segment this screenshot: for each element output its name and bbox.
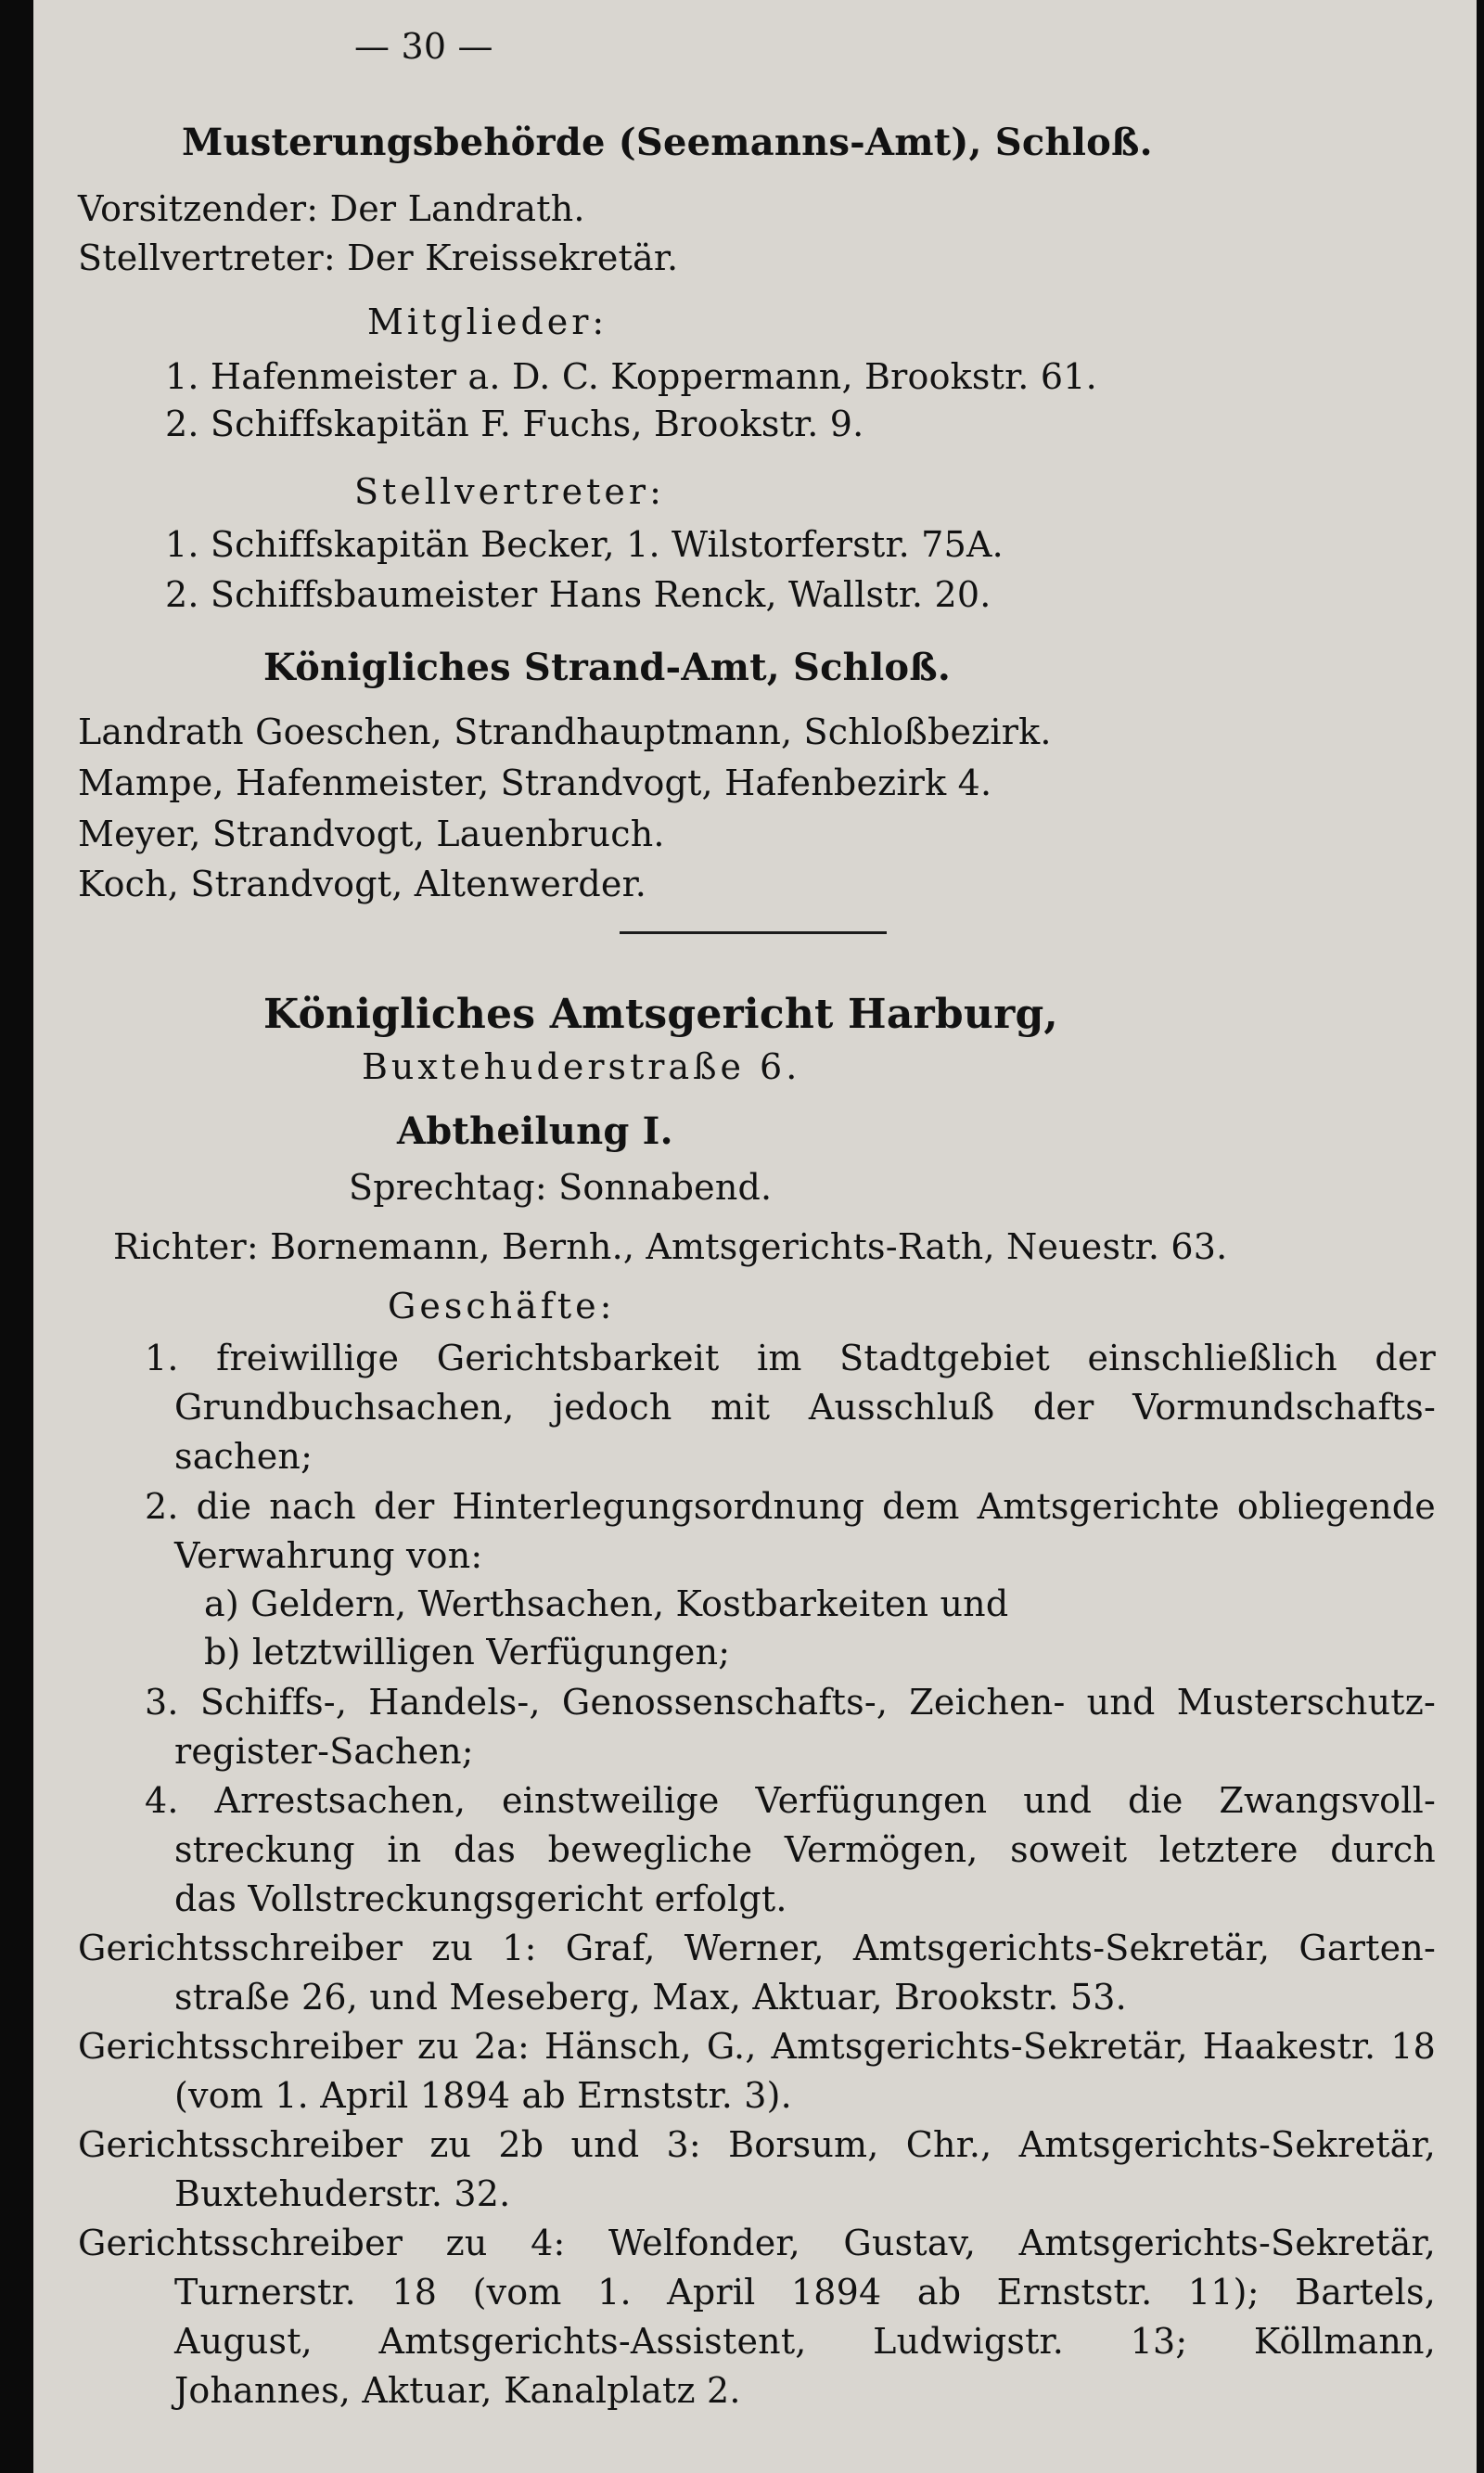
geschaefte-line-2: Grundbuchsachen, jedoch mit Ausschluß der Vormundschafts- bbox=[174, 1387, 1436, 1428]
geschaefte-line-5: Verwahrung von: bbox=[174, 1535, 483, 1576]
geschaefte-line-12: das Vollstreckungsgericht erfolgt. bbox=[174, 1878, 787, 1919]
amtsgericht-address: Buxtehuderstraße 6. bbox=[362, 1046, 801, 1087]
schreiber-line-10: Johannes, Aktuar, Kanalplatz 2. bbox=[174, 2370, 741, 2411]
geschaefte-line-3: sachen; bbox=[174, 1436, 313, 1477]
stellvertreter-2: 2. Schiffsbaumeister Hans Renck, Wallstr. 20. bbox=[165, 574, 991, 615]
geschaefte-heading: Geschäfte: bbox=[388, 1286, 616, 1326]
geschaefte-line-6: a) Geldern, Werthsachen, Kostbarkeiten und bbox=[204, 1583, 1009, 1624]
strand-line-3: Meyer, Strandvogt, Lauenbruch. bbox=[78, 814, 665, 854]
schreiber-line-2: straße 26, und Meseberg, Max, Aktuar, Brookstr. 53. bbox=[174, 1977, 1127, 2018]
section-heading-amtsgericht: Königliches Amtsgericht Harburg, bbox=[263, 991, 1058, 1038]
geschaefte-line-4: 2. die nach der Hinterlegungsordnung dem Amtsgerichte obliegende bbox=[145, 1486, 1436, 1527]
strand-line-2: Mampe, Hafenmeister, Strandvogt, Hafenbezirk 4. bbox=[78, 762, 992, 803]
geschaefte-line-11: streckung in das bewegliche Vermögen, soweit letztere durch bbox=[174, 1829, 1436, 1870]
section-divider bbox=[620, 931, 887, 934]
schreiber-line-1: Gerichtsschreiber zu 1: Graf, Werner, Amtsgerichts-Sekretär, Garten- bbox=[78, 1928, 1436, 1968]
abteilung-heading: Abtheilung I. bbox=[397, 1109, 673, 1153]
stellvertreter-1: 1. Schiffskapitän Becker, 1. Wilstorferstr. 75A. bbox=[165, 524, 1004, 565]
mitglied-1: 1. Hafenmeister a. D. C. Koppermann, Brookstr. 61. bbox=[165, 356, 1097, 397]
strand-line-4: Koch, Strandvogt, Altenwerder. bbox=[78, 864, 647, 904]
geschaefte-line-7: b) letztwilligen Verfügungen; bbox=[204, 1632, 731, 1672]
stellvertreter-heading: Stellvertreter: bbox=[354, 471, 665, 512]
geschaefte-line-1: 1. freiwillige Gerichtsbarkeit im Stadtgebiet einschließlich der bbox=[145, 1338, 1436, 1378]
geschaefte-line-10: 4. Arrestsachen, einstweilige Verfügungen und die Zwangsvoll- bbox=[145, 1780, 1436, 1821]
stellvertreter-line: Stellvertreter: Der Kreissekretär. bbox=[78, 237, 679, 278]
document-page bbox=[33, 0, 1477, 2473]
schreiber-line-4: (vom 1. April 1894 ab Ernststr. 3). bbox=[174, 2075, 792, 2116]
page-number: — 30 — bbox=[354, 26, 493, 67]
schreiber-line-7: Gerichtsschreiber zu 4: Welfonder, Gustav, Amtsgerichts-Sekretär, bbox=[78, 2223, 1436, 2263]
richter-line: Richter: Bornemann, Bernh., Amtsgerichts-Rath, Neuestr. 63. bbox=[113, 1226, 1228, 1267]
schreiber-line-6: Buxtehuderstr. 32. bbox=[174, 2173, 511, 2214]
schreiber-line-5: Gerichtsschreiber zu 2b und 3: Borsum, Chr., Amtsgerichts-Sekretär, bbox=[78, 2124, 1436, 2165]
schreiber-line-8: Turnerstr. 18 (vom 1. April 1894 ab Ernststr. 11); Bartels, bbox=[174, 2272, 1436, 2313]
section-heading-strand-amt: Königliches Strand-Amt, Schloß. bbox=[263, 646, 951, 689]
vorsitzender-line: Vorsitzender: Der Landrath. bbox=[78, 188, 585, 229]
sprechtag-line: Sprechtag: Sonnabend. bbox=[349, 1167, 773, 1208]
schreiber-line-9: August, Amtsgerichts-Assistent, Ludwigstr. 13; Köllmann, bbox=[174, 2321, 1436, 2362]
mitglied-2: 2. Schiffskapitän F. Fuchs, Brookstr. 9. bbox=[165, 404, 864, 444]
strand-line-1: Landrath Goeschen, Strandhauptmann, Schloßbezirk. bbox=[78, 711, 1052, 752]
mitglieder-heading: Mitglieder: bbox=[367, 301, 608, 342]
geschaefte-line-9: register-Sachen; bbox=[174, 1731, 474, 1772]
geschaefte-line-8: 3. Schiffs-, Handels-, Genossenschafts-, Zeichen- und Musterschutz- bbox=[145, 1682, 1436, 1723]
section-heading-musterungsbehoerde: Musterungsbehörde (Seemanns-Amt), Schloß. bbox=[182, 121, 1153, 164]
schreiber-line-3: Gerichtsschreiber zu 2a: Hänsch, G., Amtsgerichts-Sekretär, Haakestr. 18 bbox=[78, 2026, 1436, 2067]
